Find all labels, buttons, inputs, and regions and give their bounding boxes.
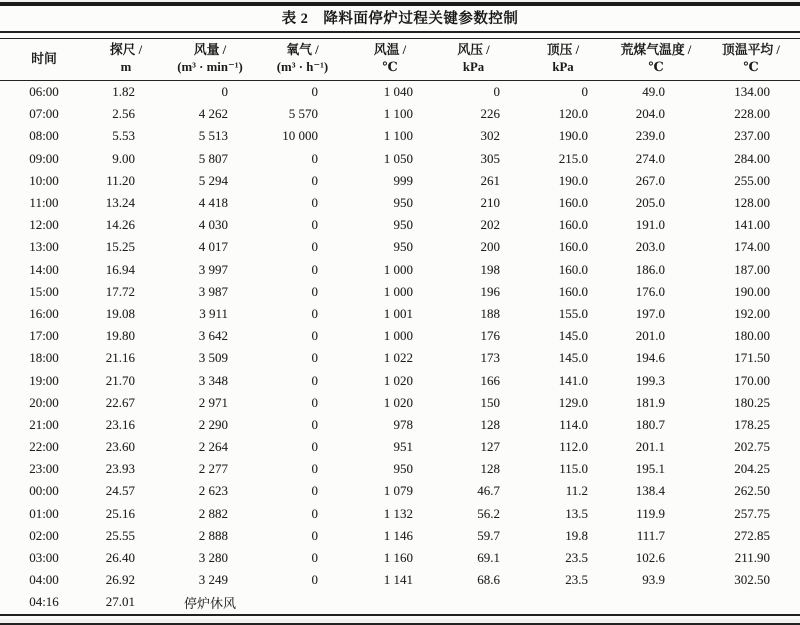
table-cell: 4 017 <box>198 239 228 255</box>
table-cell: 11:00 <box>29 195 59 211</box>
table-cell: 1 100 <box>383 128 413 144</box>
table-cell: 215.0 <box>558 150 588 166</box>
table-cell: 129.0 <box>558 394 588 410</box>
table-row <box>0 591 800 613</box>
column-header: 顶压 / kPa <box>516 39 610 81</box>
table-cell: 150 <box>480 394 500 410</box>
table-cell: 09:00 <box>29 150 59 166</box>
table-row <box>0 458 800 480</box>
table-cell: 302 <box>480 128 500 144</box>
table-cell: 237.00 <box>734 128 770 144</box>
table-cell: 4 418 <box>198 195 228 211</box>
table-cell: 190.00 <box>734 283 770 299</box>
table-cell: 2 882 <box>198 505 228 521</box>
table-cell: 1 100 <box>383 106 413 122</box>
column-header: 风量 / (m³ · min⁻¹) <box>164 39 256 81</box>
table-cell: 274.0 <box>635 150 665 166</box>
table-cell: 49.0 <box>642 84 665 100</box>
table-cell: 0 <box>311 416 318 432</box>
table-cell: 2.56 <box>112 106 135 122</box>
table-cell: 23.5 <box>565 550 588 566</box>
table-cell: 2 264 <box>198 439 228 455</box>
table-cell: 204.25 <box>734 461 770 477</box>
table-cell: 176 <box>480 328 500 344</box>
table-cell: 21.70 <box>105 372 135 388</box>
table-cell: 120.0 <box>558 106 588 122</box>
table-cell: 0 <box>311 550 318 566</box>
table-cell: 4 262 <box>198 106 228 122</box>
table-cell: 16:00 <box>29 305 59 321</box>
table-cell: 192.00 <box>734 305 770 321</box>
table-cell: 201.0 <box>635 328 665 344</box>
table-cell: 284.00 <box>734 150 770 166</box>
table-cell: 188 <box>480 305 500 321</box>
table-cell: 190.0 <box>558 128 588 144</box>
table-body <box>0 81 800 614</box>
table-cell: 11.20 <box>106 172 135 188</box>
table-row <box>0 436 800 458</box>
table-cell: 13.5 <box>565 505 588 521</box>
table-cell: 10:00 <box>29 172 59 188</box>
table-cell: 25.16 <box>105 505 135 521</box>
table-cell: 198 <box>480 261 500 277</box>
table-cell: 0 <box>311 394 318 410</box>
table-cell: 127 <box>480 439 500 455</box>
table-cell: 210 <box>480 195 500 211</box>
table-cell: 2 290 <box>198 416 228 432</box>
table-cell: 201.1 <box>635 439 665 455</box>
table-cell: 0 <box>311 195 318 211</box>
table-cell: 950 <box>393 217 413 233</box>
table-cell: 19:00 <box>29 372 59 388</box>
table-cell: 04:16 <box>29 594 59 610</box>
table-cell: 03:00 <box>29 550 59 566</box>
table-cell: 1 050 <box>383 150 413 166</box>
table-cell: 3 997 <box>198 261 228 277</box>
table-cell: 0 <box>311 84 318 100</box>
table-row <box>0 214 800 236</box>
table-cell: 204.0 <box>635 106 665 122</box>
table-cell: 202.75 <box>734 439 770 455</box>
table-caption: 表 2 降料面停炉过程关键参数控制 <box>281 11 519 27</box>
table-cell: 145.0 <box>558 328 588 344</box>
table-cell: 155.0 <box>558 305 588 321</box>
table-cell: 5.53 <box>112 128 135 144</box>
table-cell: 13:00 <box>29 239 59 255</box>
table-cell: 23.5 <box>565 572 588 588</box>
table-row <box>0 259 800 281</box>
table-row <box>0 125 800 147</box>
table-cell: 302.50 <box>734 572 770 588</box>
table-row <box>0 170 800 192</box>
table-cell: 190.0 <box>558 172 588 188</box>
table-cell: 1 000 <box>383 261 413 277</box>
table-cell: 1 020 <box>383 394 413 410</box>
table-cell: 228.00 <box>734 106 770 122</box>
table-cell: 205.0 <box>635 195 665 211</box>
table-cell: 186.0 <box>635 261 665 277</box>
table-cell: 180.7 <box>635 416 665 432</box>
table-cell: 3 642 <box>198 328 228 344</box>
table-cell: 1 146 <box>383 527 413 543</box>
table-cell: 19.8 <box>565 527 588 543</box>
table-cell: 199.3 <box>635 372 665 388</box>
table-cell: 07:00 <box>29 106 59 122</box>
table-row <box>0 569 800 591</box>
table-cell: 128.00 <box>734 195 770 211</box>
table-cell: 26.40 <box>105 550 135 566</box>
table-row <box>0 547 800 569</box>
table-cell: 27.01 <box>105 594 135 610</box>
table-cell: 261 <box>480 172 500 188</box>
parameters-table <box>0 39 800 614</box>
table-cell: 226 <box>480 106 500 122</box>
table-cell: 5 807 <box>198 150 228 166</box>
table-cell: 69.1 <box>477 550 500 566</box>
table-row <box>0 281 800 303</box>
table-cell: 停炉休风 <box>183 595 236 611</box>
table-cell: 10 000 <box>282 128 318 144</box>
table-cell: 176.0 <box>635 283 665 299</box>
table-cell: 0 <box>311 328 318 344</box>
table-top-double-rule <box>0 31 800 39</box>
table-cell: 138.4 <box>635 483 665 499</box>
header-row <box>0 39 800 81</box>
table-row <box>0 236 800 258</box>
table-row <box>0 480 800 502</box>
table-cell: 102.6 <box>635 550 665 566</box>
table-row <box>0 303 800 325</box>
table-cell: 5 513 <box>198 128 228 144</box>
table-cell <box>256 591 349 613</box>
table-cell: 272.85 <box>734 527 770 543</box>
table-cell: 0 <box>311 239 318 255</box>
table-cell: 11.2 <box>565 483 588 499</box>
table-cell: 197.0 <box>635 305 665 321</box>
table-cell: 950 <box>393 195 413 211</box>
column-header: 风压 / kPa <box>431 39 516 81</box>
table-row <box>0 148 800 170</box>
column-header: 探尺 / m <box>88 39 164 81</box>
table-cell: 5 294 <box>198 172 228 188</box>
table-row <box>0 369 800 391</box>
table-cell: 22:00 <box>29 439 59 455</box>
table-cell: 22.67 <box>105 394 135 410</box>
table-bottom-double-rule <box>0 614 800 625</box>
table-row <box>0 503 800 525</box>
table-cell: 1 020 <box>383 372 413 388</box>
column-header: 顶温平均 / ℃ <box>702 39 800 81</box>
table-cell: 160.0 <box>558 283 588 299</box>
table-cell: 59.7 <box>477 527 500 543</box>
table-cell: 239.0 <box>635 128 665 144</box>
table-cell: 178.25 <box>734 416 770 432</box>
table-cell: 950 <box>393 239 413 255</box>
table-row <box>0 325 800 347</box>
table-cell: 24.57 <box>105 483 135 499</box>
table-cell: 0 <box>311 572 318 588</box>
table-cell: 00:00 <box>29 483 59 499</box>
column-header: 氧气 / (m³ · h⁻¹) <box>256 39 349 81</box>
table-cell: 191.0 <box>635 217 665 233</box>
table-cell: 18:00 <box>29 350 59 366</box>
table-cell: 999 <box>393 172 413 188</box>
table-cell: 187.00 <box>734 261 770 277</box>
table-cell: 14:00 <box>29 261 59 277</box>
table-cell: 0 <box>311 283 318 299</box>
table-cell: 0 <box>493 84 500 100</box>
table-cell: 267.0 <box>635 172 665 188</box>
table-cell: 46.7 <box>477 483 500 499</box>
table-cell: 2 971 <box>198 394 228 410</box>
table-cell: 141.00 <box>734 217 770 233</box>
table-cell: 3 348 <box>198 372 228 388</box>
table-cell: 25.55 <box>105 527 135 543</box>
table-cell: 160.0 <box>558 239 588 255</box>
table-cell: 170.00 <box>734 372 770 388</box>
table-cell: 3 911 <box>199 305 228 321</box>
table-cell: 1 132 <box>383 505 413 521</box>
table-cell: 14.26 <box>105 217 135 233</box>
table-cell: 68.6 <box>477 572 500 588</box>
table-cell: 0 <box>311 305 318 321</box>
table-cell: 128 <box>480 416 500 432</box>
table-cell: 15:00 <box>29 283 59 299</box>
table-cell: 0 <box>311 172 318 188</box>
table-cell: 171.50 <box>734 350 770 366</box>
table-cell: 255.00 <box>734 172 770 188</box>
table-cell: 115.0 <box>559 461 588 477</box>
table-row <box>0 392 800 414</box>
table-row <box>0 414 800 436</box>
table-cell: 0 <box>311 372 318 388</box>
table-cell: 04:00 <box>29 572 59 588</box>
column-header: 荒煤气温度 / ℃ <box>610 39 702 81</box>
table-cell: 112.0 <box>559 439 588 455</box>
table-cell: 128 <box>480 461 500 477</box>
table-cell: 1 079 <box>383 483 413 499</box>
table-cell: 3 280 <box>198 550 228 566</box>
table-cell: 13.24 <box>105 195 135 211</box>
table-cell: 950 <box>393 461 413 477</box>
table-cell: 1 001 <box>383 305 413 321</box>
table-cell: 06:00 <box>29 84 59 100</box>
table-cell: 20:00 <box>29 394 59 410</box>
table-cell: 134.00 <box>734 84 770 100</box>
table-cell: 951 <box>393 439 413 455</box>
table-cell: 0 <box>221 84 228 100</box>
table-cell: 2 623 <box>198 483 228 499</box>
table-cell: 3 987 <box>198 283 228 299</box>
table-cell: 3 509 <box>198 350 228 366</box>
table-cell: 141.0 <box>558 372 588 388</box>
table-row <box>0 192 800 214</box>
table-cell: 211.90 <box>734 550 770 566</box>
table-cell: 93.9 <box>642 572 665 588</box>
table-cell <box>516 591 610 613</box>
table-row <box>0 525 800 547</box>
table-cell: 08:00 <box>29 128 59 144</box>
table-cell: 0 <box>311 527 318 543</box>
table-cell: 111.7 <box>636 527 665 543</box>
table-cell: 0 <box>311 461 318 477</box>
table-cell: 1 022 <box>383 350 413 366</box>
table-cell: 166 <box>480 372 500 388</box>
table-cell: 1.82 <box>112 84 135 100</box>
table-row <box>0 81 800 104</box>
table-cell: 1 000 <box>383 283 413 299</box>
table-cell: 195.1 <box>635 461 665 477</box>
table-cell: 202 <box>480 217 500 233</box>
table-cell: 2 277 <box>198 461 228 477</box>
table-cell: 1 160 <box>383 550 413 566</box>
column-header: 时间 <box>0 39 88 81</box>
table-cell: 0 <box>311 150 318 166</box>
table-header <box>0 39 800 81</box>
table-cell: 0 <box>311 350 318 366</box>
table-cell: 196 <box>480 283 500 299</box>
table-cell: 02:00 <box>29 527 59 543</box>
table-cell: 114.0 <box>559 416 588 432</box>
table-cell: 257.75 <box>734 505 770 521</box>
table-cell: 0 <box>581 84 588 100</box>
table-cell: 180.00 <box>734 328 770 344</box>
table-cell <box>610 591 702 613</box>
table-cell: 21:00 <box>29 416 59 432</box>
table-row <box>0 347 800 369</box>
table-cell: 181.9 <box>635 394 665 410</box>
column-header: 风温 / ℃ <box>349 39 431 81</box>
table-cell: 15.25 <box>105 239 135 255</box>
table-cell: 23.93 <box>105 461 135 477</box>
table-cell: 1 141 <box>383 572 413 588</box>
table-cell: 1 000 <box>383 328 413 344</box>
table-cell: 16.94 <box>105 261 135 277</box>
table-cell: 305 <box>480 150 500 166</box>
table-cell: 0 <box>311 483 318 499</box>
table-cell: 56.2 <box>477 505 500 521</box>
table-cell: 01:00 <box>29 505 59 521</box>
table-cell: 19.80 <box>105 328 135 344</box>
table-cell: 12:00 <box>29 217 59 233</box>
table-cell: 194.6 <box>635 350 665 366</box>
table-cell: 145.0 <box>558 350 588 366</box>
table-cell: 4 030 <box>198 217 228 233</box>
table-cell: 17.72 <box>105 283 135 299</box>
table-cell: 3 249 <box>198 572 228 588</box>
scanned-paper-page <box>0 2 800 619</box>
table-cell: 26.92 <box>105 572 135 588</box>
table-cell <box>702 591 800 613</box>
table-cell: 0 <box>311 217 318 233</box>
table-cell: 1 040 <box>383 84 413 100</box>
table-cell: 19.08 <box>105 305 135 321</box>
table-cell: 5 570 <box>288 106 318 122</box>
table-cell: 2 888 <box>198 527 228 543</box>
table-cell: 203.0 <box>635 239 665 255</box>
table-cell <box>349 591 431 613</box>
table-cell: 119.9 <box>636 505 665 521</box>
table-cell: 180.25 <box>734 394 770 410</box>
table-cell: 17:00 <box>29 328 59 344</box>
table-cell: 0 <box>311 439 318 455</box>
table-cell: 262.50 <box>734 483 770 499</box>
table-row <box>0 103 800 125</box>
table-cell: 978 <box>393 416 413 432</box>
table-cell: 174.00 <box>734 239 770 255</box>
table-cell: 200 <box>480 239 500 255</box>
table-cell: 0 <box>311 261 318 277</box>
table-cell: 21.16 <box>105 350 135 366</box>
table-cell: 9.00 <box>112 150 135 166</box>
table-cell: 23:00 <box>29 461 59 477</box>
table-cell: 173 <box>480 350 500 366</box>
table-cell: 160.0 <box>558 261 588 277</box>
table-cell: 23.16 <box>105 416 135 432</box>
table-cell <box>431 591 516 613</box>
table-cell: 160.0 <box>558 217 588 233</box>
table-cell: 23.60 <box>105 439 135 455</box>
table-cell: 0 <box>311 505 318 521</box>
table-cell: 160.0 <box>558 195 588 211</box>
